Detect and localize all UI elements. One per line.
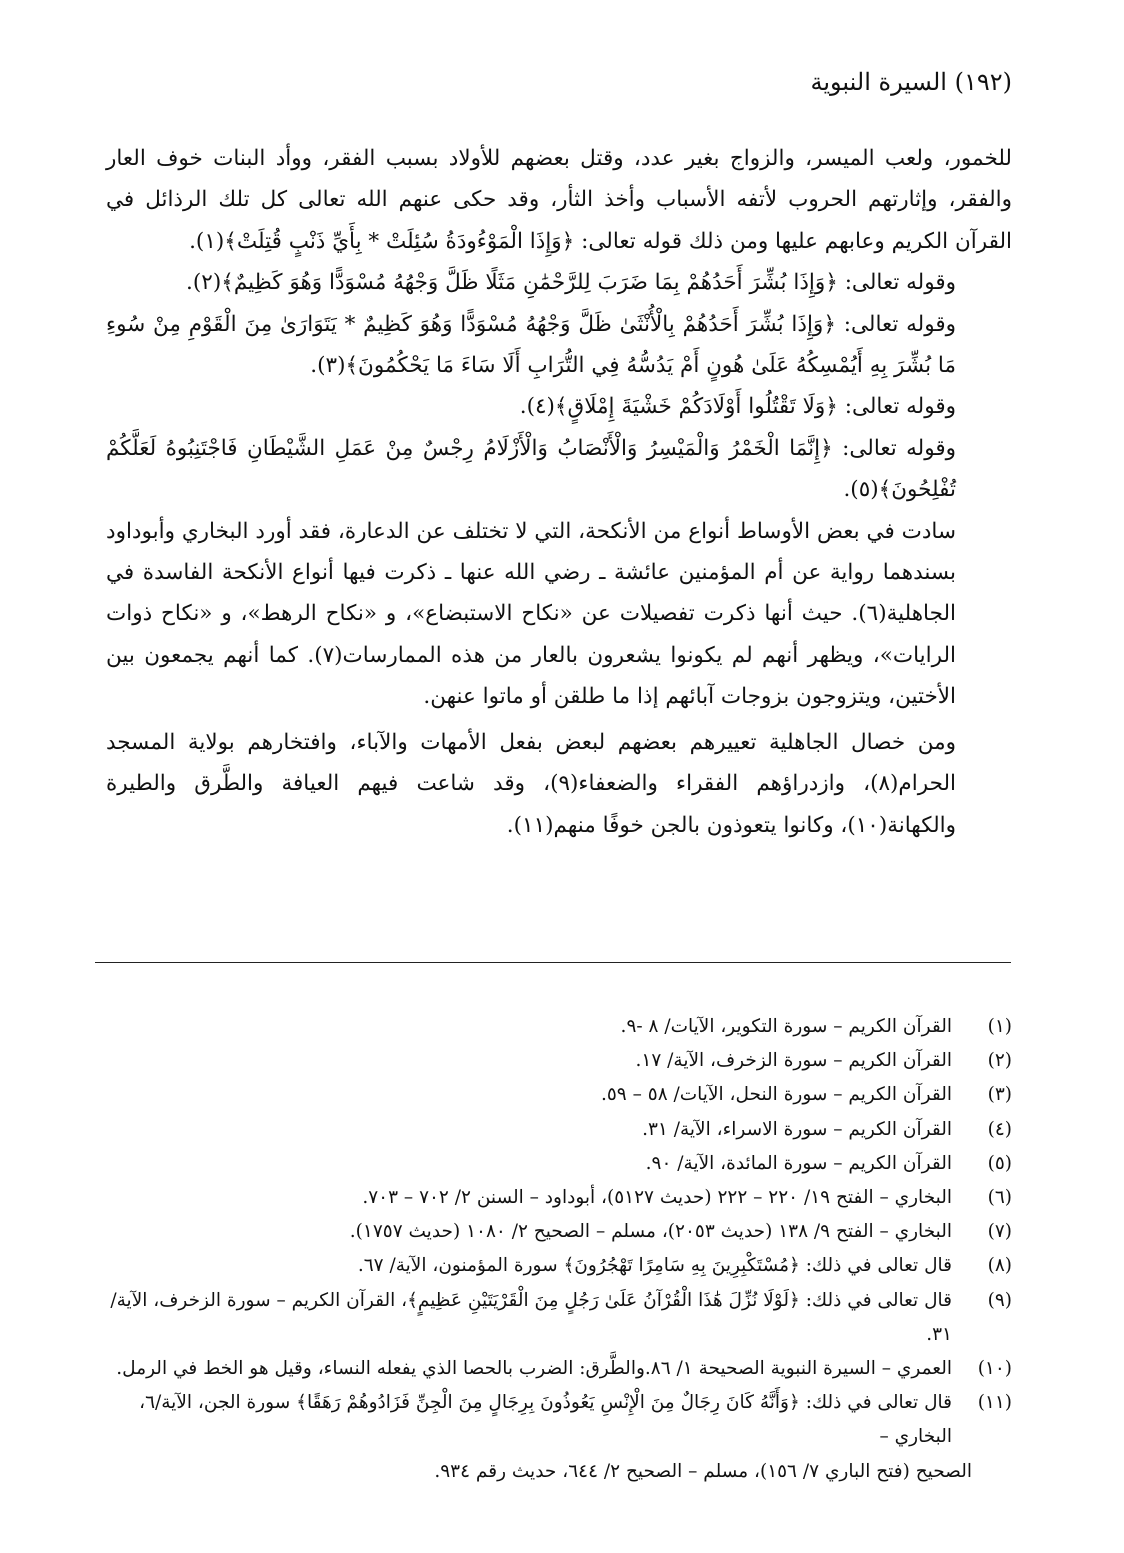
footnote-item — [102, 1181, 1012, 1215]
paragraph-2: وقوله تعالى: ﴿وَإِذَا بُشِّرَ أَحَدُهُمْ بِمَا ضَرَبَ لِلرَّحْمَٰنِ مَثَلًا ظَلَّ وَجْهُهُ مُسْوَدًّا وَهُوَ كَظِيمٌ﴾(٢). — [186, 270, 956, 296]
footnote-text: العمري – السيرة النبوية الصحيحة ١/ ٨٦.والطَّرق: الضرب بالحصا الذي يفعله النساء، وقيل هو الخط في الرمل. — [116, 1358, 952, 1380]
paragraph-7: ومن خصال الجاهلية تعييرهم بعضهم لبعض بفعل الأمهات والآباء، وافتخارهم بولاية المسجد الحرام(٨)، وازدراؤهم الفقراء والضعفاء(٩)، وقد شاعت فيهم العيافة والطَّرق والطيرة والكهانة(١٠)، وكانوا يتعوذون بالجن خوفًا منهم(١١). — [106, 729, 956, 838]
footnote-number: (١١) — [977, 1392, 1012, 1414]
footnote-item — [102, 1215, 1012, 1249]
footnote-number: (٦) — [987, 1187, 1012, 1209]
footnote-text: البخاري – الفتح ٩/ ١٣٨ (حديث ٢٠٥٣)، مسلم – الصحيح ٢/ ١٠٨٠ (حديث ١٧٥٧). — [349, 1221, 952, 1243]
footnote-text: القرآن الكريم – سورة المائدة، الآية/ ٩٠. — [645, 1152, 952, 1174]
footnote-number: (٢) — [987, 1050, 1012, 1072]
footnote-number: (٨) — [987, 1255, 1012, 1277]
footnote-item — [102, 1249, 1012, 1283]
footnote-text: البخاري – الفتح ١٩/ ٢٢٠ – ٢٢٢ (حديث ٥١٢٧)، أبوداود – السنن ٢/ ٧٠٢ – ٧٠٣. — [362, 1187, 952, 1209]
footnotes-list — [102, 1010, 1012, 1489]
footnote-number: (٤) — [987, 1118, 1012, 1140]
footnote-item — [102, 1352, 1012, 1386]
footnote-item — [102, 1147, 1012, 1181]
footnote-number: (١) — [987, 1016, 1012, 1037]
footnote-item — [102, 1113, 1012, 1147]
footnote-text: قال تعالى في ذلك: ﴿لَوْلَا نُزِّلَ هَٰذَا الْقُرْآنُ عَلَىٰ رَجُلٍ مِنَ الْقَرْيَتَيْنِ عَظِيمٍ﴾، القرآن الكريم – سورة الزخرف، الآية/ ٣١. — [110, 1289, 952, 1345]
footnote-text: القرآن الكريم – سورة التكوير، الآيات/ ٨ -٩. — [620, 1016, 952, 1037]
footnote-continuation: الصحيح (فتح الباري ٧/ ١٥٦)، مسلم – الصحيح ٢/ ٦٤٤، حديث رقم ٩٣٤. — [434, 1460, 972, 1482]
footnote-number: (٥) — [987, 1152, 1012, 1174]
footnote-text: قال تعالى في ذلك: ﴿مُسْتَكْبِرِينَ بِهِ سَامِرًا تَهْجُرُونَ﴾ سورة المؤمنون، الآية/ ٦٧. — [357, 1255, 952, 1277]
footnote-item — [102, 1078, 1012, 1112]
paragraph-5: وقوله تعالى: ﴿إِنَّمَا الْخَمْرُ وَالْمَيْسِرُ وَالْأَنْصَابُ وَالْأَزْلَامُ رِجْسٌ مِنْ عَمَلِ الشَّيْطَانِ فَاجْتَنِبُوهُ لَعَلَّكُمْ تُفْلِحُونَ﴾(٥). — [106, 435, 956, 503]
footnote-number: (٣) — [987, 1084, 1012, 1106]
body-text — [106, 138, 1012, 846]
footnote-item — [102, 1044, 1012, 1078]
footnote-item — [102, 1386, 1012, 1454]
footnote-number: (٧) — [987, 1221, 1012, 1243]
footnote-text: القرآن الكريم – سورة الزخرف، الآية/ ١٧. — [635, 1050, 952, 1072]
footnote-number: (١٠) — [977, 1358, 1012, 1380]
footnote-text: قال تعالى في ذلك: ﴿وَأَنَّهُ كَانَ رِجَالٌ مِنَ الْإِنْسِ يَعُوذُونَ بِرِجَالٍ مِنَ الْجِنِّ فَزَادُوهُمْ رَهَقًا﴾ سورة الجن، الآية/٦، البخاري – — [139, 1392, 952, 1448]
footnote-divider — [95, 962, 1011, 963]
footnote-item — [102, 1284, 1012, 1352]
paragraph-4: وقوله تعالى: ﴿وَلَا تَقْتُلُوا أَوْلَادَكُمْ خَشْيَةَ إِمْلَاقٍ﴾(٤). — [519, 394, 956, 420]
running-head: (١٩٢) السيرة النبوية — [810, 68, 1012, 96]
footnote-item — [102, 1010, 1012, 1044]
paragraph-6: سادت في بعض الأوساط أنواع من الأنكحة، التي لا تختلف عن الدعارة، فقد أورد البخاري وأبوداود بسندهما رواية عن أم المؤمنين عائشة ـ رضي الله عنها ـ ذكرت فيها أنواع الأنكحة الفاسدة في الجاهلية(٦). حيث أنها ذكرت تفصيلات عن «نكاح الاستبضاع»، و «نكاح الرهط»، و «نكاح ذوات الرايات»، ويظهر أنهم لم يكونوا يشعرون بالعار من هذه الممارسات(٧). كما أنهم يجمعون بين الأختين، ويتزوجون بزوجات آبائهم إذا ما طلقن أو ماتوا عنهن. — [106, 518, 956, 710]
footnote-text: القرآن الكريم – سورة الاسراء، الآية/ ٣١. — [642, 1118, 952, 1140]
footnote-number: (٩) — [987, 1289, 1012, 1311]
paragraph-1: للخمور، ولعب الميسر، والزواج بغير عدد، وقتل بعضهم للأولاد بسبب الفقر، ووأد البنات خوف العار والفقر، وإثارتهم الحروب لأتفه الأسباب وأخذ الثأر، وقد حكى عنهم الله تعالى كل تلك الرذائل في القرآن الكريم وعابهم عليها ومن ذلك قوله تعالى: ﴿وَإِذَا الْمَوْءُودَةُ سُئِلَتْ * بِأَيِّ ذَنْبٍ قُتِلَتْ﴾(١). — [106, 146, 1012, 254]
paragraph-3: وقوله تعالى: ﴿وَإِذَا بُشِّرَ أَحَدُهُمْ بِالْأُنْثَىٰ ظَلَّ وَجْهُهُ مُسْوَدًّا وَهُوَ كَظِيمٌ * يَتَوَارَىٰ مِنَ الْقَوْمِ مِنْ سُوءِ مَا بُشِّرَ بِهِ أَيُمْسِكُهُ عَلَىٰ هُونٍ أَمْ يَدُسُّهُ فِي التُّرَابِ أَلَا سَاءَ مَا يَحْكُمُونَ﴾(٣). — [106, 311, 956, 379]
footnote-text: القرآن الكريم – سورة النحل، الآيات/ ٥٨ – ٥٩. — [600, 1084, 952, 1106]
